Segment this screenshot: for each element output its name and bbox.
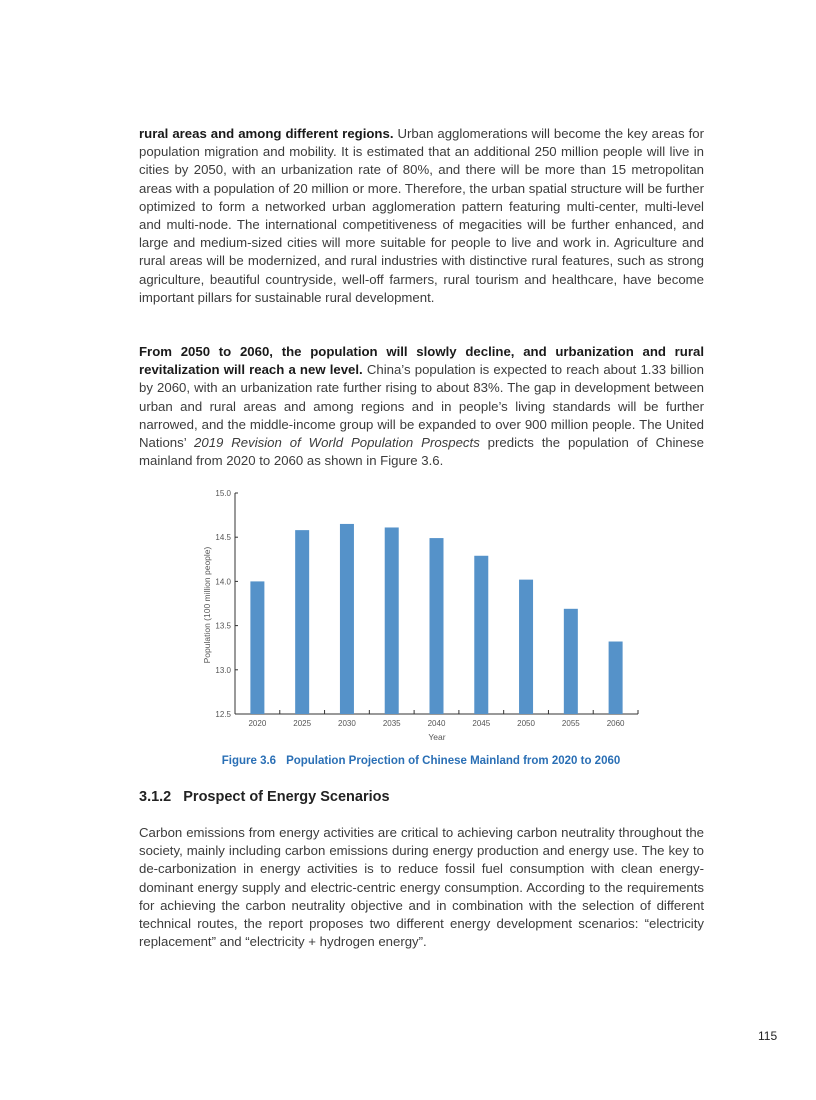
x-tick-label: 2020 bbox=[248, 719, 267, 728]
x-tick-label: 2050 bbox=[517, 719, 535, 728]
x-axis-label: Year bbox=[428, 732, 446, 742]
bars bbox=[250, 524, 622, 714]
x-tick-label: 2055 bbox=[561, 719, 580, 728]
population-bar-chart bbox=[195, 480, 645, 750]
bar-2045 bbox=[474, 556, 488, 714]
figure-title: Population Projection of Chinese Mainland from 2020 to 2060 bbox=[286, 755, 621, 767]
section-number: 3.1.2 bbox=[139, 789, 172, 805]
y-tick-label: 15.0 bbox=[215, 489, 231, 498]
bar-2040 bbox=[430, 538, 444, 714]
x-tick-label: 2035 bbox=[382, 719, 401, 728]
paragraph-text: China’s population is expected to reach about 1.33 billion by 2060, with an urbanization rate further rising to about 83%. The gap in development between urban and rural areas and among regions and in people’s living standards will be further narrowed, and the middle-income group will be expanded to over 900 million people. The United Nations’ bbox=[139, 362, 704, 451]
paragraph-bold-lead: rural areas and among different regions. bbox=[139, 126, 394, 141]
x-tick-label: 2030 bbox=[338, 719, 356, 728]
bar-2050 bbox=[519, 580, 533, 714]
y-tick-label: 13.5 bbox=[215, 621, 231, 631]
x-tick-label: 2040 bbox=[427, 719, 446, 728]
section-title: Prospect of Energy Scenarios bbox=[183, 789, 390, 805]
x-tick-label: 2045 bbox=[472, 719, 491, 728]
y-axis-label: Population (100 million people) bbox=[202, 546, 212, 664]
bar-2055 bbox=[564, 609, 578, 714]
bar-2035 bbox=[385, 527, 399, 714]
y-tick-label: 12.5 bbox=[215, 710, 231, 719]
section-heading bbox=[139, 789, 390, 805]
paragraph-text: predicts the population of Chinese mainland from 2020 to 2060 as shown in Figure 3.6. bbox=[139, 435, 704, 469]
bar-2030 bbox=[340, 524, 354, 714]
x-tick-label: 2060 bbox=[606, 719, 625, 728]
figure-number: Figure 3.6 bbox=[221, 755, 277, 767]
paragraph-text: Urban agglomerations will become the key areas for population migration and mobility. It is estimated that an additional 250 million people will live in cities by 2050, with an urbanization rate of 80%, and there will be more than 15 metropolitan areas with a population of 20 million or more. Therefore, the urban spatial structure will be further optimized to form a networked urban agglomeration pattern featuring multi-center, multi-level and multi-node. The international competitiveness of megacities will be further enhanced, and large and medium-sized cities will more suitable for people to live and work in. Agriculture and rural areas will be modernized, and rural industries with distinctive rural features, such as strong agriculture, beautiful countryside, well-off farmers, rural tourism and healthcare, have become important pillars for sustainable rural development. bbox=[139, 126, 704, 305]
paragraph-energy-scenarios bbox=[139, 824, 704, 951]
page-number: 115 bbox=[758, 1029, 778, 1043]
y-axis bbox=[215, 489, 238, 719]
bar-2060 bbox=[609, 642, 623, 714]
x-tick-label: 2025 bbox=[293, 719, 312, 728]
paragraph-bold-lead: From 2050 to 2060, the population will slowly decline, and urbanization and rural revitalization will reach a new level. bbox=[139, 344, 704, 378]
figure-caption bbox=[0, 755, 816, 767]
paragraph-population-2050-2060 bbox=[139, 343, 704, 470]
bar-2025 bbox=[295, 530, 309, 714]
bar-2020 bbox=[250, 581, 264, 714]
publication-title: 2019 Revision of World Population Prospects bbox=[194, 435, 480, 451]
y-tick-label: 14.5 bbox=[215, 533, 231, 543]
paragraph-urbanization-2035-2050 bbox=[139, 125, 704, 307]
y-tick-label: 14.0 bbox=[215, 577, 231, 587]
y-tick-label: 13.0 bbox=[215, 665, 231, 675]
paragraph-text: Carbon emissions from energy activities are critical to achieving carbon neutrality throughout the society, mainly including carbon emissions during energy production and energy use. The key to de-carbonization in energy activities is to reduce fossil fuel consumption with clean energy-dominant energy supply and electric-centric energy consumption. According to the requirements for achieving the carbon neutrality objective and in combination with the selection of different technical routes, the report proposes two different energy development scenarios: “electricity replacement” and “electricity + hydrogen energy”. bbox=[139, 825, 704, 950]
